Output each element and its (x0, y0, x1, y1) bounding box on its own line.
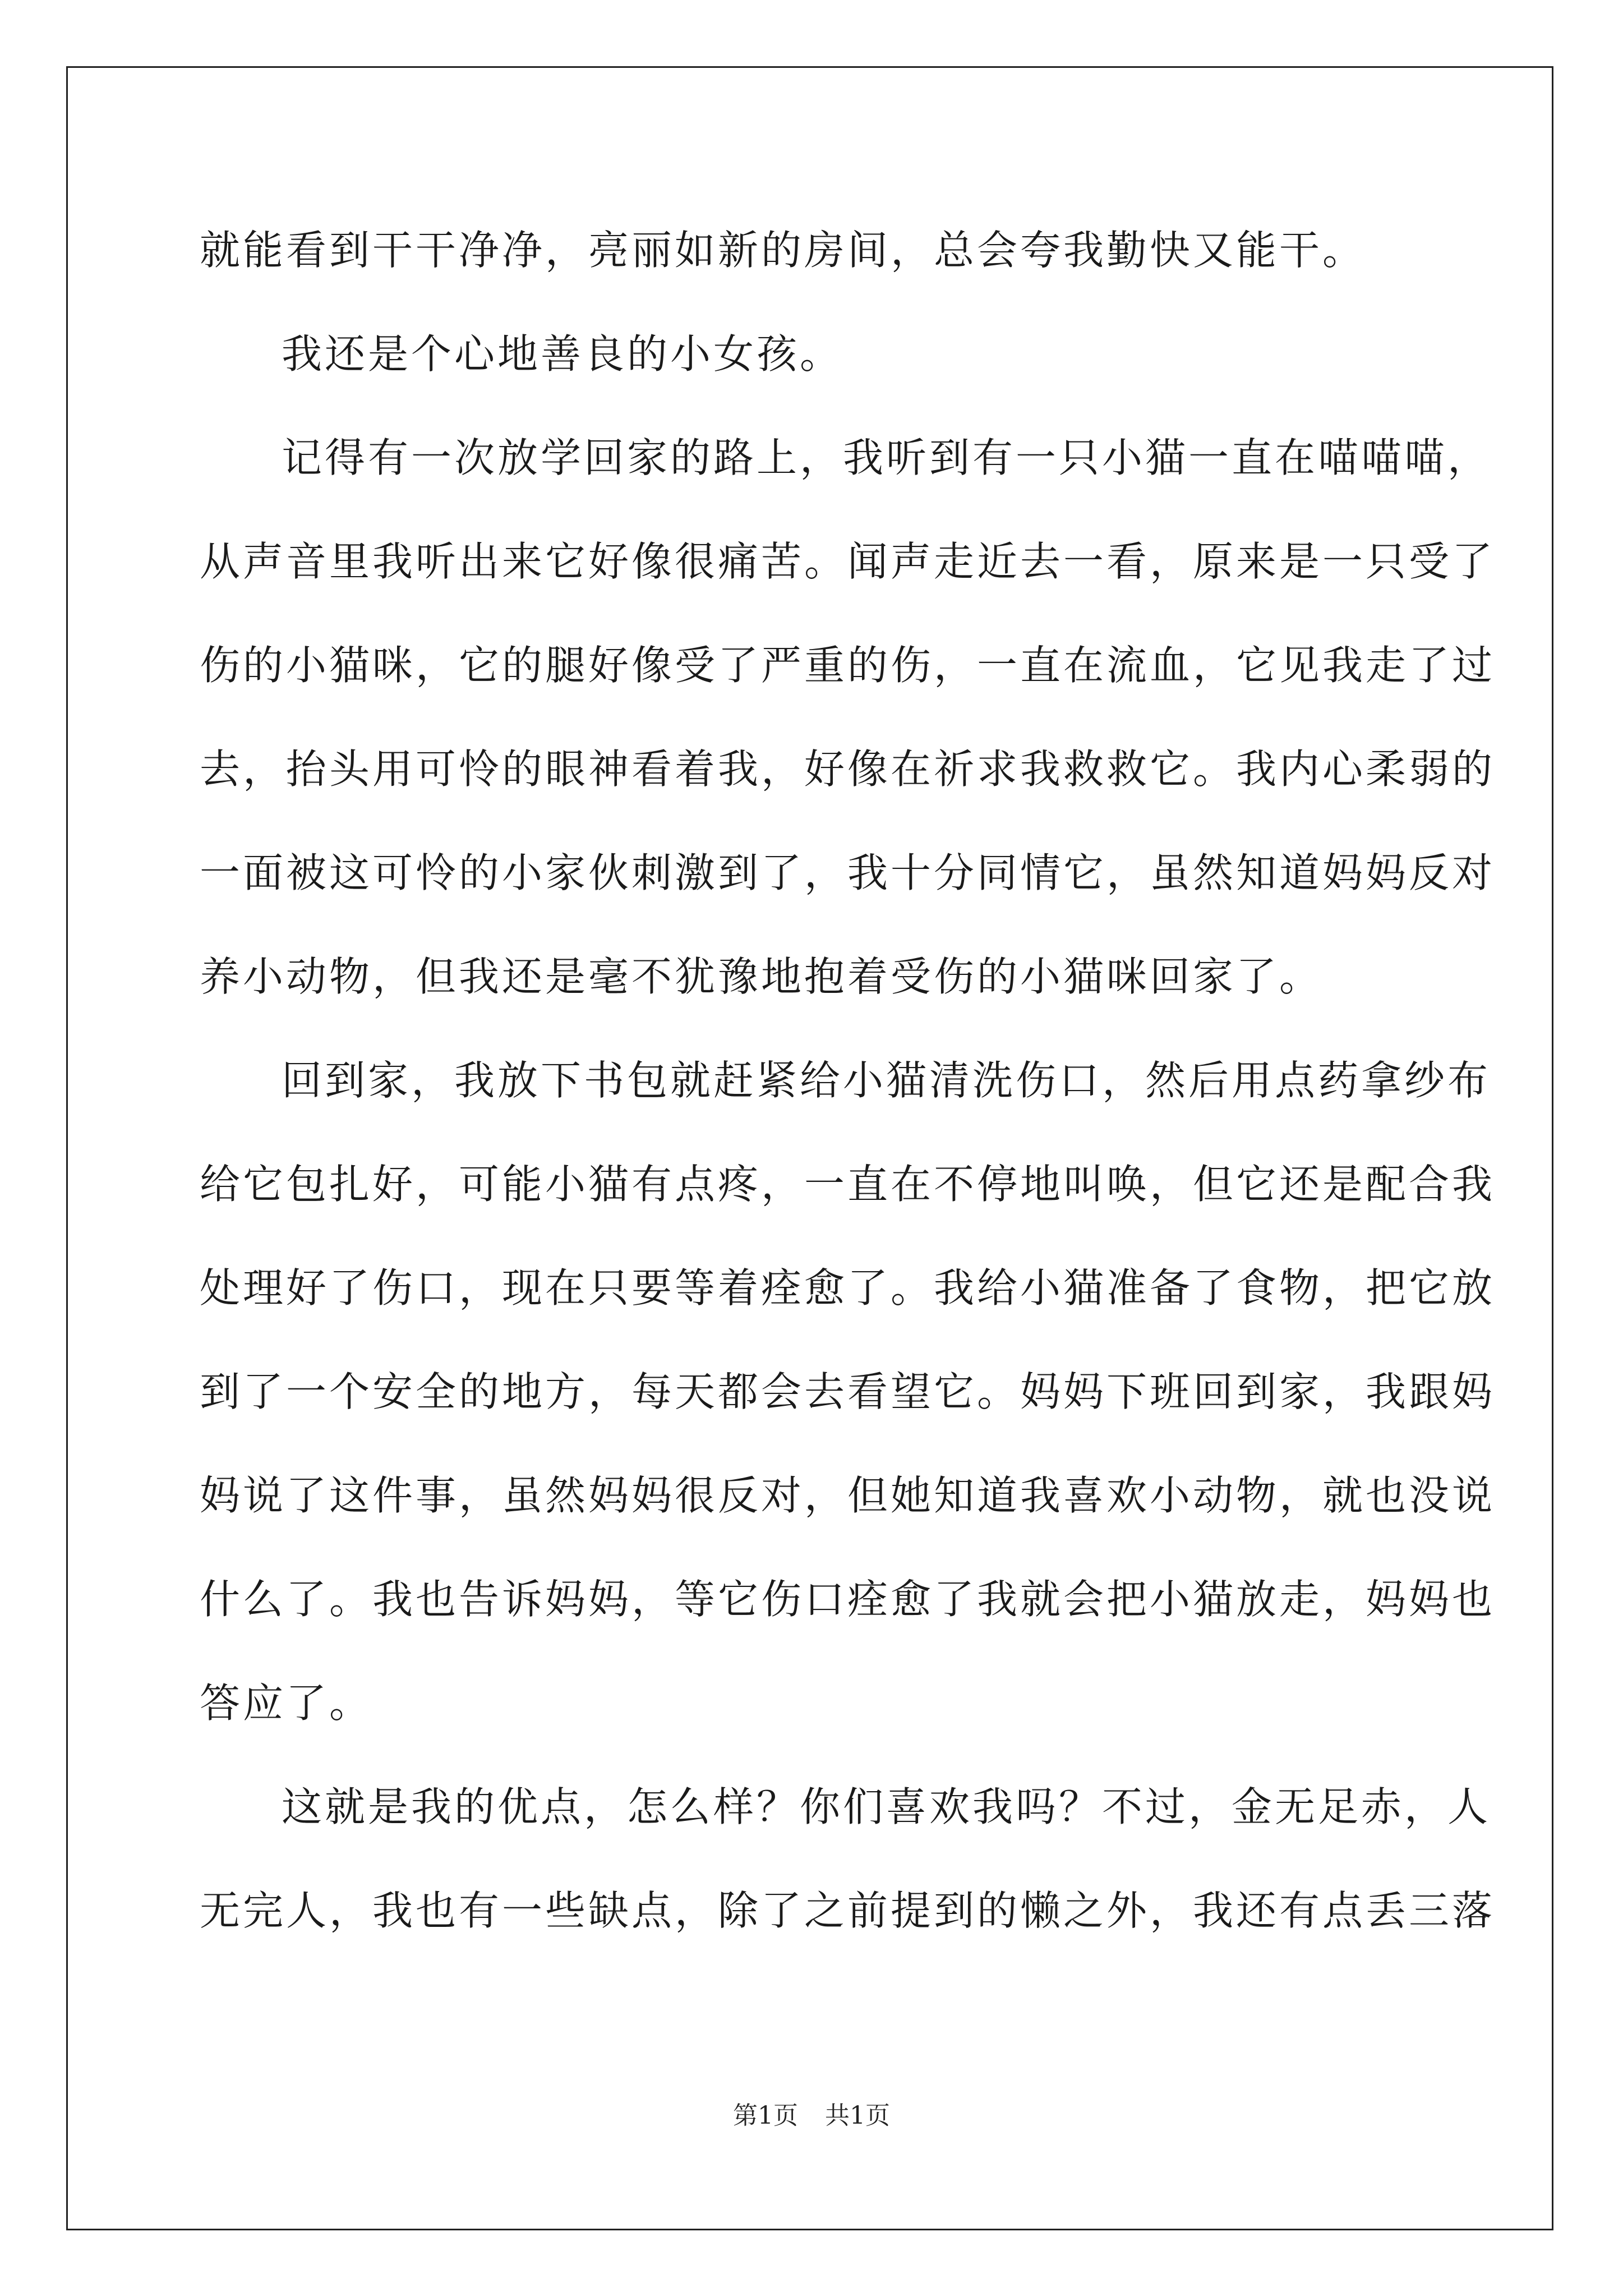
paragraph-line: 处理好了伤口，现在只要等着痊愈了。我给小猫准备了食物，把它放 (200, 1264, 1496, 1312)
paragraph-line: 无完人，我也有一些缺点，除了之前提到的懒之外，我还有点丢三落 (200, 1887, 1496, 1934)
paragraph-line: 给它包扎好，可能小猫有点疼，一直在不停地叫唤，但它还是配合我 (200, 1161, 1496, 1208)
page-total: 共1页 (825, 2101, 890, 2130)
paragraph-line: 就能看到干干净净，亮丽如新的房间，总会夸我勤快又能干。 (200, 227, 1366, 274)
paragraph-line: 这就是我的优点，怎么样？你们喜欢我吗？不过，金无足赤，人 (282, 1783, 1491, 1830)
document-body (200, 211, 1496, 1975)
paragraph-line: 伤的小猫咪，它的腿好像受了严重的伤，一直在流血，它见我走了过 (200, 642, 1496, 689)
paragraph-line: 从声音里我听出来它好像很痛苦。闻声走近去一看，原来是一只受了 (200, 538, 1496, 585)
paragraph-line: 妈说了这件事，虽然妈妈很反对，但她知道我喜欢小动物，就也没说 (200, 1472, 1496, 1519)
paragraph-line: 我还是个心地善良的小女孩。 (282, 330, 843, 378)
paragraph-line: 一面被这可怜的小家伙刺激到了，我十分同情它，虽然知道妈妈反对 (200, 849, 1496, 896)
paragraph-line: 回到家，我放下书包就赶紧给小猫清洗伤口，然后用点药拿纱布 (282, 1057, 1491, 1104)
page-number: 第1页 (733, 2101, 798, 2130)
paragraph-line: 什么了。我也告诉妈妈，等它伤口痊愈了我就会把小猫放走，妈妈也 (200, 1576, 1496, 1623)
paragraph-line: 去，抬头用可怜的眼神看着我，好像在祈求我救救它。我内心柔弱的 (200, 746, 1496, 793)
paragraph-line: 答应了。 (200, 1680, 373, 1727)
page-footer (0, 2099, 1623, 2133)
paragraph-line: 到了一个安全的地方，每天都会去看望它。妈妈下班回到家，我跟妈 (200, 1368, 1496, 1415)
paragraph-line: 记得有一次放学回家的路上，我听到有一只小猫一直在喵喵喵， (282, 434, 1491, 481)
paragraph-line: 养小动物，但我还是毫不犹豫地抱着受伤的小猫咪回家了。 (200, 953, 1323, 1000)
